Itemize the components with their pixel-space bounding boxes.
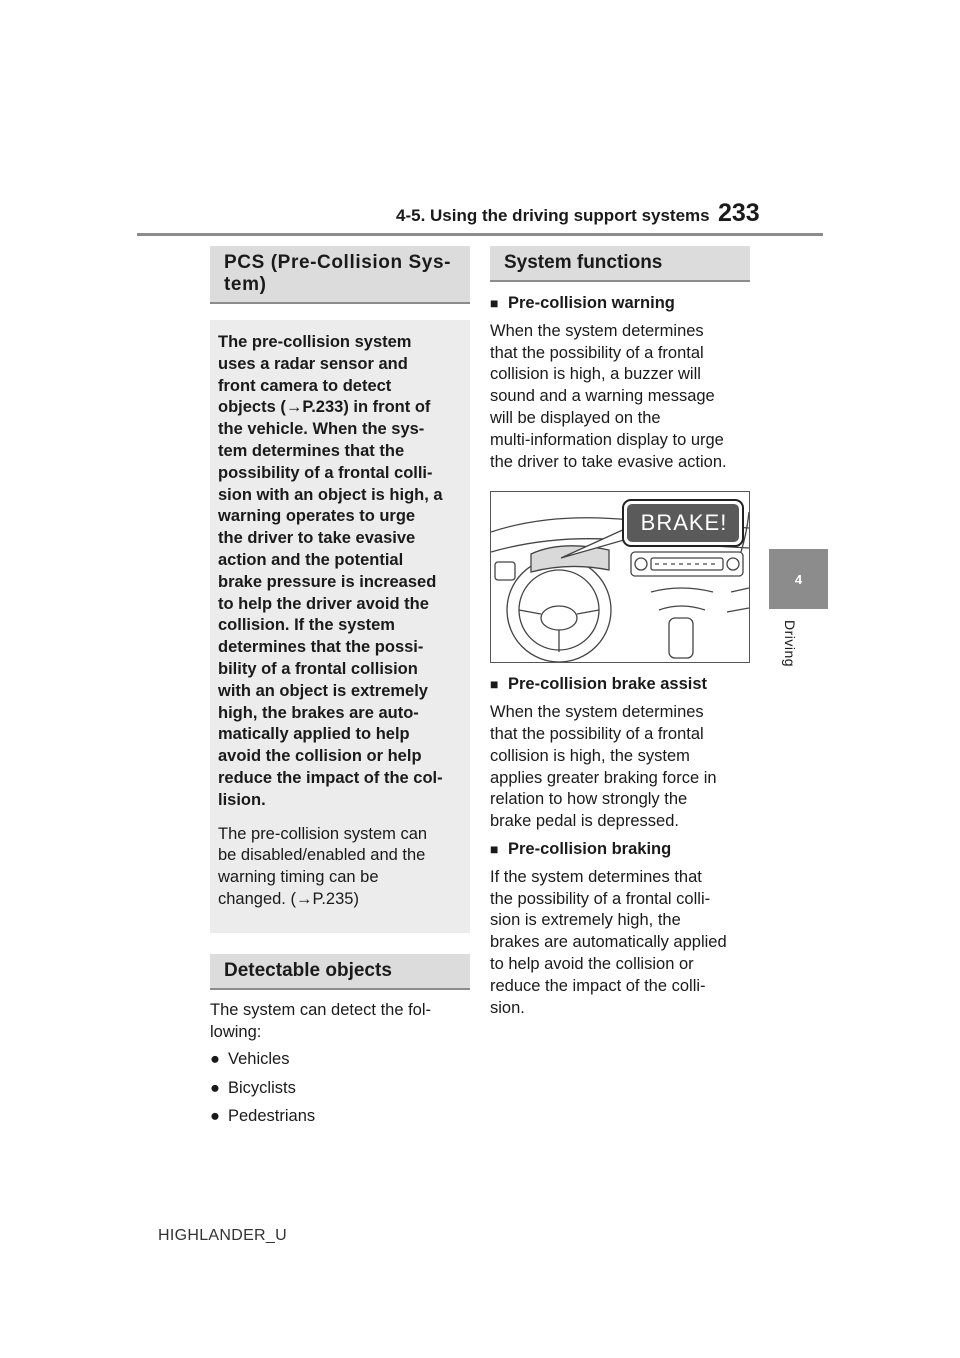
- summary-line: sion with an object is high, a: [218, 485, 443, 504]
- warning-section: [490, 293, 750, 473]
- page-number: 233: [718, 199, 760, 227]
- square-bullet-icon: ■: [490, 840, 499, 857]
- note-line: warning timing can be: [218, 868, 379, 887]
- summary-line: with an object is extremely: [218, 681, 428, 700]
- note-line: be disabled/enabled and the: [218, 846, 426, 865]
- list-item-label: Vehicles: [228, 1050, 290, 1069]
- warning-title: ■ Pre-collision warning: [490, 293, 750, 315]
- chapter-tab[interactable]: [769, 549, 828, 609]
- body-line: to help avoid the collision or: [490, 954, 694, 973]
- chapter-number: 4: [794, 571, 803, 587]
- chapter-label: Driving: [782, 620, 798, 668]
- body-line: that the possibility of a frontal: [490, 724, 704, 743]
- body-line: brake pedal is depressed.: [490, 812, 679, 831]
- footer-model: HIGHLANDER_U: [158, 1227, 287, 1244]
- list-item: [210, 1049, 470, 1071]
- body-line: reduce the impact of the colli-: [490, 976, 706, 995]
- summary-line: uses a radar sensor and: [218, 354, 408, 373]
- body-line: collision is high, a buzzer will: [490, 365, 701, 384]
- summary-line: to help the driver avoid the: [218, 594, 429, 613]
- dashboard-figure: [490, 491, 750, 663]
- body-line: that the possibility of a frontal: [490, 343, 704, 362]
- body-line: applies greater braking force in: [490, 768, 717, 787]
- summary-line: action and the potential: [218, 550, 404, 569]
- summary-line: brake pressure is increased: [218, 572, 437, 591]
- summary-line: the vehicle. When the sys-: [218, 420, 425, 439]
- body-line: collision is high, the system: [490, 746, 690, 765]
- detectable-objects-heading: Detectable objects: [210, 954, 470, 990]
- summary-line: warning operates to urge: [218, 507, 416, 526]
- braking-title: ■ Pre-collision braking: [490, 839, 750, 861]
- warning-body: [490, 321, 750, 474]
- square-bullet-icon: ■: [490, 295, 499, 311]
- brake-assist-title: ■ Pre-collision brake assist: [490, 674, 750, 696]
- braking-section: [490, 839, 750, 1019]
- body-line: sound and a warning message: [490, 387, 715, 406]
- pcs-summary-note: [218, 824, 462, 911]
- list-item: [210, 1106, 470, 1128]
- note-line: The pre-collision system can: [218, 824, 428, 843]
- body-line: the driver to take evasive action.: [490, 452, 727, 471]
- left-column: [210, 246, 470, 1128]
- summary-line: lision.: [218, 790, 266, 809]
- brake-assist-section: [490, 674, 750, 833]
- summary-line: bility of a frontal collision: [218, 659, 418, 678]
- bullet-dot-icon: ●: [210, 1078, 220, 1097]
- body-line: When the system determines: [490, 321, 704, 340]
- body-line: the possibility of a frontal colli-: [490, 889, 711, 908]
- list-item-label: Bicyclists: [228, 1078, 296, 1097]
- brake-message: BRAKE!: [640, 510, 728, 536]
- body-line: will be displayed on the: [490, 408, 661, 427]
- detect-intro-line: The system can detect the fol-: [210, 1000, 432, 1019]
- body-line: sion.: [490, 998, 525, 1017]
- pcs-heading: [210, 246, 470, 304]
- braking-body: [490, 867, 750, 1020]
- bullet-dot-icon: ●: [210, 1050, 220, 1069]
- list-item-label: Pedestrians: [228, 1106, 316, 1125]
- detect-list: [210, 1049, 470, 1127]
- detect-intro-line: lowing:: [210, 1022, 262, 1041]
- brake-assist-body: [490, 702, 750, 833]
- body-line: When the system determines: [490, 703, 704, 722]
- summary-line: avoid the collision or help: [218, 747, 422, 766]
- body-line: multi-information display to urge: [490, 430, 724, 449]
- note-line: changed. (→P.235): [218, 889, 359, 908]
- detect-intro: [210, 1000, 470, 1044]
- summary-line: determines that the possi-: [218, 638, 424, 657]
- summary-line: possibility of a frontal colli-: [218, 463, 433, 482]
- pcs-summary-box: [210, 320, 470, 933]
- summary-line: objects (→P.233) in front of: [218, 398, 431, 417]
- body-line: If the system determines that: [490, 867, 702, 886]
- summary-line: the driver to take evasive: [218, 529, 416, 548]
- body-line: brakes are automatically applied: [490, 933, 727, 952]
- body-line: relation to how strongly the: [490, 790, 688, 809]
- body-line: sion is extremely high, the: [490, 911, 681, 930]
- right-column: [490, 246, 750, 1019]
- summary-line: front camera to detect: [218, 376, 392, 395]
- section-title: 4-5. Using the driving support systems: [396, 206, 710, 225]
- summary-line: collision. If the system: [218, 616, 395, 635]
- pcs-heading-line2: tem): [224, 274, 267, 295]
- summary-line: tem determines that the: [218, 441, 405, 460]
- pcs-summary-bold: [218, 332, 462, 812]
- square-bullet-icon: ■: [490, 676, 499, 693]
- summary-line: The pre-collision system: [218, 333, 412, 351]
- system-functions-heading: System functions: [490, 246, 750, 282]
- pcs-heading-line1: PCS (Pre-Collision Sys-: [224, 252, 452, 273]
- bullet-dot-icon: ●: [210, 1106, 220, 1125]
- list-item: [210, 1078, 470, 1100]
- summary-line: high, the brakes are auto-: [218, 703, 419, 722]
- summary-line: matically applied to help: [218, 725, 410, 744]
- summary-line: reduce the impact of the col-: [218, 768, 443, 787]
- header-rule: [137, 233, 823, 236]
